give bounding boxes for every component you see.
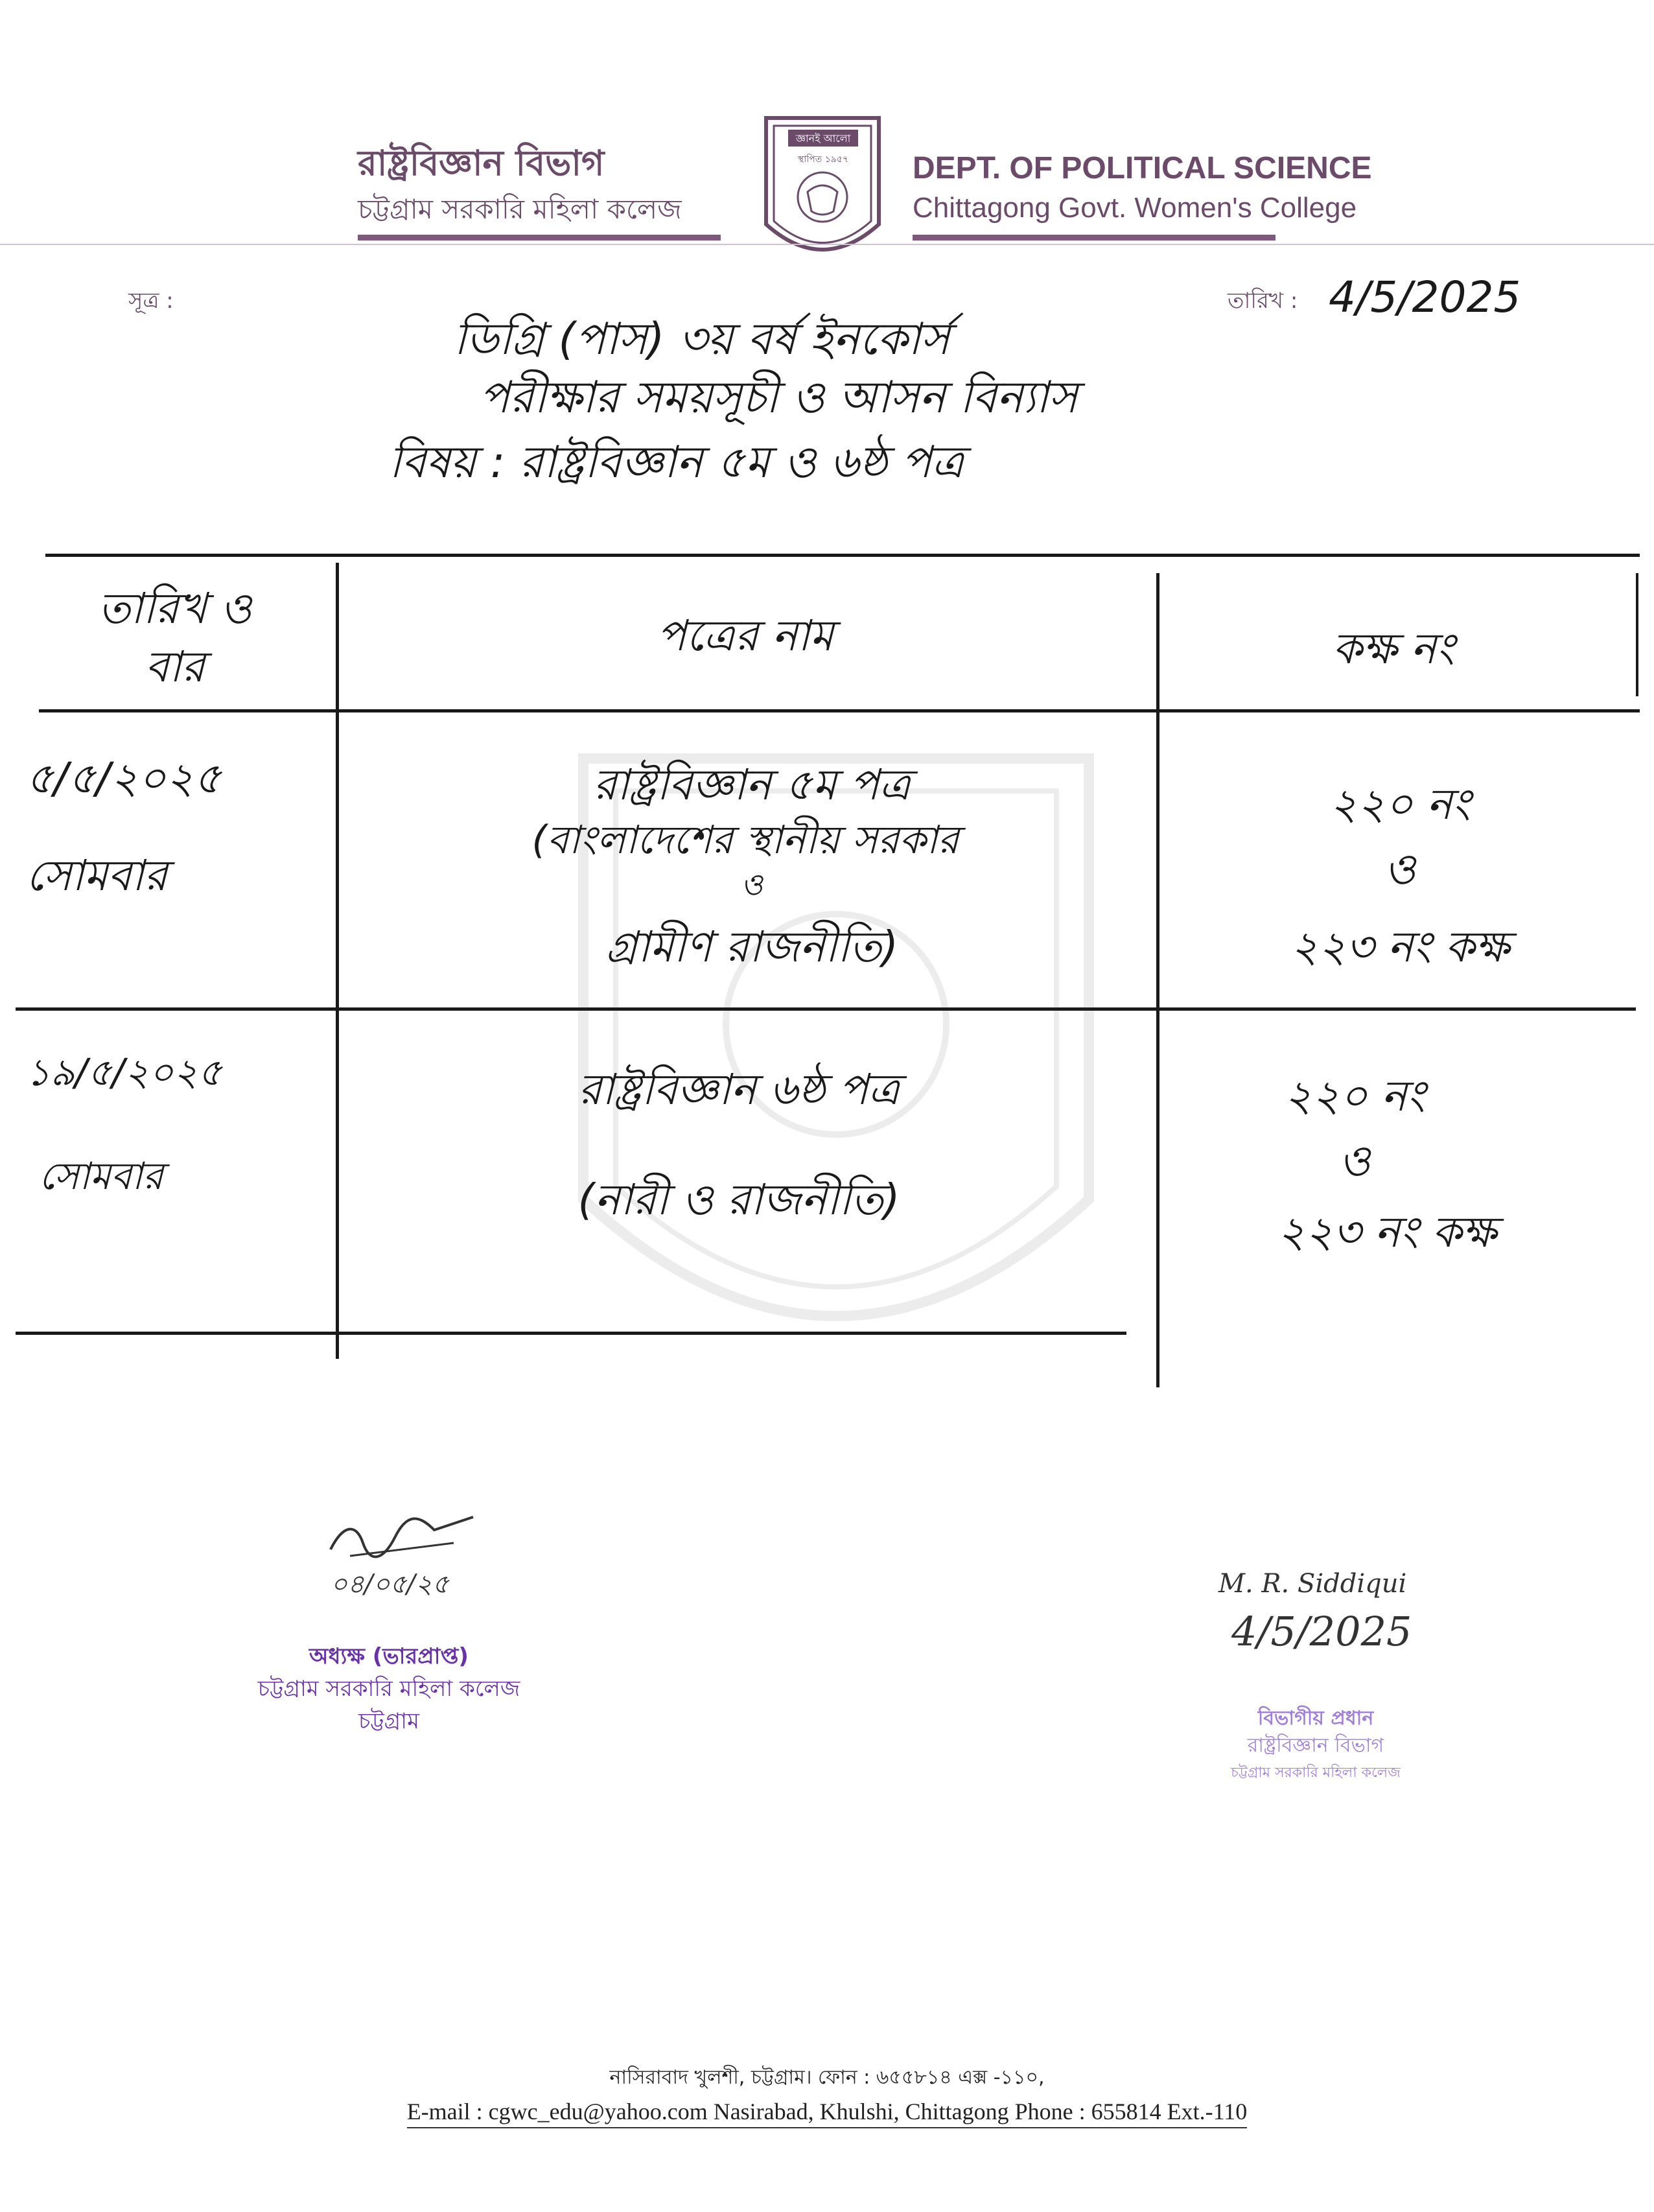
college-name-bn: চট্টগ্রাম সরকারি মহিলা কলেজ [358, 193, 682, 225]
logo-motto: জ্ঞানই আলো [795, 132, 851, 145]
footer-address-bn: নাসিরাবাদ খুলশী, চট্টগ্রাম। ফোন : ৬৫৫৮১৪ এক্স -১১০, [609, 2066, 1045, 2089]
head-stamp-org: চট্টগ্রাম সরকারি মহিলা কলেজ [1231, 1765, 1401, 1781]
table-top-border [45, 554, 1640, 557]
heading-subject: বিষয় : রাষ্ট্রবিজ্ঞান ৫ম ও ৬ষ্ঠ পত্র [389, 437, 964, 488]
header-date-line1: তারিখ ও [98, 583, 252, 633]
table-bottom-border [16, 1332, 1126, 1335]
date-value: 4/5/2025 [1329, 272, 1521, 322]
principal-stamp [207, 1640, 570, 1737]
header-room: কক্ষ নং [1332, 624, 1455, 674]
college-logo [762, 114, 883, 276]
row2-day: সোমবার [39, 1154, 163, 1198]
row1-paper-line2: (বাংলাদেশের স্থানীয় সরকার [531, 818, 959, 863]
principal-stamp-title: অধ্যক্ষ (ভারপ্রাপ্ত) [309, 1643, 469, 1669]
row1-room-line3: ২২৩ নং কক্ষ [1290, 922, 1510, 972]
principal-stamp-city: চট্টগ্রাম [358, 1708, 419, 1734]
table-right-border [1636, 573, 1638, 696]
footer-contact-text: E-mail : cgwc_edu@yahoo.com Nasirabad, Khulshi, Chittagong Phone : 655814 Ext.-110 [407, 2099, 1248, 2128]
heading-schedule: পরীক্ষার সময়সূচী ও আসন বিন্যাস [480, 372, 1078, 423]
header-date-line2: বার [145, 642, 205, 692]
reference-label: সূত্র : [128, 288, 174, 314]
letterhead-bar-right [913, 235, 1275, 241]
head-stamp [1180, 1705, 1452, 1787]
table-header-divider [39, 709, 1640, 712]
row2-room-line2: ও [1338, 1136, 1371, 1186]
dept-name-bn: রাষ্ট্রবিজ্ঞান বিভাগ [358, 143, 605, 183]
row2-paper-line1: রাষ্ট্রবিজ্ঞান ৬ষ্ঠ পত্র [578, 1065, 900, 1114]
principal-signature [324, 1511, 480, 1569]
table-col-divider-1 [336, 563, 339, 1359]
footer-contact-en [0, 2098, 1654, 2125]
header-paper: পত্রের নাম [657, 611, 834, 661]
row2-date: ১৯/৫/২০২৫ [26, 1050, 222, 1094]
head-sign-date: 4/5/2025 [1231, 1608, 1412, 1655]
row2-room-line1: ২২০ নং [1284, 1071, 1425, 1121]
row1-date: ৫/৫/২০২৫ [26, 753, 222, 803]
row1-day: সোমবার [26, 851, 168, 900]
principal-sign-date: ০৪/০৫/২৫ [331, 1570, 449, 1599]
letterhead-rule [0, 244, 1654, 245]
college-name-en: Chittagong Govt. Women's College [913, 192, 1357, 224]
date-label: তারিখ : [1228, 288, 1298, 314]
head-stamp-dept: রাষ্ট্রবিজ্ঞান বিভাগ [1247, 1734, 1384, 1757]
row1-paper-line4: গ্রামীণ রাজনীতি) [605, 922, 898, 972]
row1-room-line1: ২২০ নং [1329, 779, 1471, 829]
row1-paper-line1: রাষ্ট্রবিজ্ঞান ৫ম পত্র [593, 760, 911, 810]
head-signature-name: M. R. Siddiqui [1218, 1569, 1407, 1599]
row1-paper-line3: ও [741, 867, 763, 902]
table-row-divider [16, 1007, 1636, 1011]
heading-exam-name: ডিগ্রি (পাস) ৩য় বর্ষ ইনকোর্স [454, 314, 950, 365]
row2-room-line3: ২২৩ নং কক্ষ [1277, 1207, 1497, 1257]
row1-room-line2: ও [1384, 844, 1416, 894]
logo-year: স্থাপিত ১৯৫৭ [797, 154, 849, 165]
row2-paper-line2: (নারী ও রাজনীতি) [577, 1175, 900, 1225]
principal-stamp-org: চট্টগ্রাম সরকারি মহিলা কলেজ [257, 1676, 520, 1702]
letterhead-bar-left [358, 235, 721, 241]
dept-name-en: DEPT. OF POLITICAL SCIENCE [913, 151, 1372, 185]
head-stamp-title: বিভাগীয় প্রধান [1257, 1707, 1374, 1730]
